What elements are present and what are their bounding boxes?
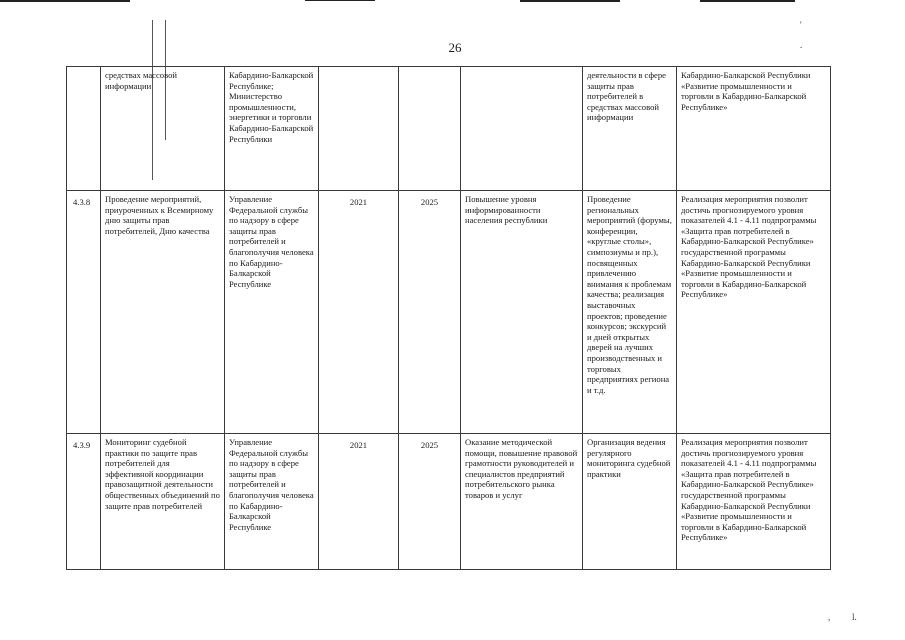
row-executor: Управление Федеральной службы по надзору в сфере защиты прав потребителей и благополучия человека по Кабардино-Балкарской Республике xyxy=(225,434,319,570)
measures-table xyxy=(66,66,831,570)
scan-artifact-line xyxy=(520,0,620,2)
scan-artifact-dot: , xyxy=(828,612,831,622)
row-program-link: Реализация мероприятия позволит достичь прогнозируемого уровня показателей 4.1 - 4.11 подпрограммы «Защита прав потребителей в Кабардино-Балкарской Республике» государственной программы Кабардино-Балкарской Республики «Развитие промышленности и торговли в Кабардино-Балкарской Республике» xyxy=(677,191,831,434)
table-row xyxy=(67,434,831,570)
row-content: Организация ведения регулярного мониторинга судебной практики xyxy=(583,434,677,570)
scan-artifact-line xyxy=(0,0,130,2)
row-title: средствах массовой информации xyxy=(101,67,225,191)
scan-artifact-line xyxy=(700,0,795,2)
row-program-link: Кабардино-Балкарской Республики «Развитие промышленности и торговли в Кабардино-Балкарской Республике» xyxy=(677,67,831,191)
row-result: Повышение уровня информированности населения республики xyxy=(461,191,583,434)
row-title: Мониторинг судебной практики по защите прав потребителей для эффективной координации правозащитной деятельности общественных объединений по защите прав потребителей xyxy=(101,434,225,570)
row-start-year: 2021 xyxy=(319,191,399,434)
row-start-year xyxy=(319,67,399,191)
row-result xyxy=(461,67,583,191)
row-end-year: 2025 xyxy=(399,191,461,434)
scan-artifact-line xyxy=(305,0,375,1)
row-end-year: 2025 xyxy=(399,434,461,570)
scan-artifact-dot: . xyxy=(800,40,803,50)
table-row xyxy=(67,67,831,191)
row-start-year: 2021 xyxy=(319,434,399,570)
row-title: Проведение мероприятий, приуроченных к Всемирному дню защиты прав потребителей, Дню качества xyxy=(101,191,225,434)
row-end-year xyxy=(399,67,461,191)
page-number: 26 xyxy=(448,40,462,55)
scan-artifact-dot: ' xyxy=(800,20,802,30)
scan-artifact-dot: l. xyxy=(852,612,857,622)
row-code: 4.3.9 xyxy=(67,434,101,570)
row-content: деятельности в сфере защиты прав потребителей в средствах массовой информации xyxy=(583,67,677,191)
row-executor: Кабардино-Балкарской Республике; Министерство промышленности, энергетики и торговли Кабардино-Балкарской Республики xyxy=(225,67,319,191)
row-executor: Управление Федеральной службы по надзору в сфере защиты прав потребителей и благополучия человека по Кабардино-Балкарской Республике xyxy=(225,191,319,434)
row-result: Оказание методической помощи, повышение правовой грамотности руководителей и специалистов предприятий потребительского рынка товаров и услуг xyxy=(461,434,583,570)
table-row xyxy=(67,191,831,434)
row-content: Проведение региональных мероприятий (форумы, конференции, «круглые столы», симпозиумы и пр.), посвященных привлечению внимания к проблемам качества; реализация выставочных проектов; проведение конкурсов; экскурсий и дней открытых дверей на лучших производственных и торговых предприятиях региона и т.д. xyxy=(583,191,677,434)
row-code: 4.3.8 xyxy=(67,191,101,434)
row-code xyxy=(67,67,101,191)
row-program-link: Реализация мероприятия позволит достичь прогнозируемого уровня показателей 4.1 - 4.11 подпрограммы «Защита прав потребителей в Кабардино-Балкарской Республике» государственной программы Кабардино-Балкарской Республики «Развитие промышленности и торговли в Кабардино-Балкарской Республике» xyxy=(677,434,831,570)
